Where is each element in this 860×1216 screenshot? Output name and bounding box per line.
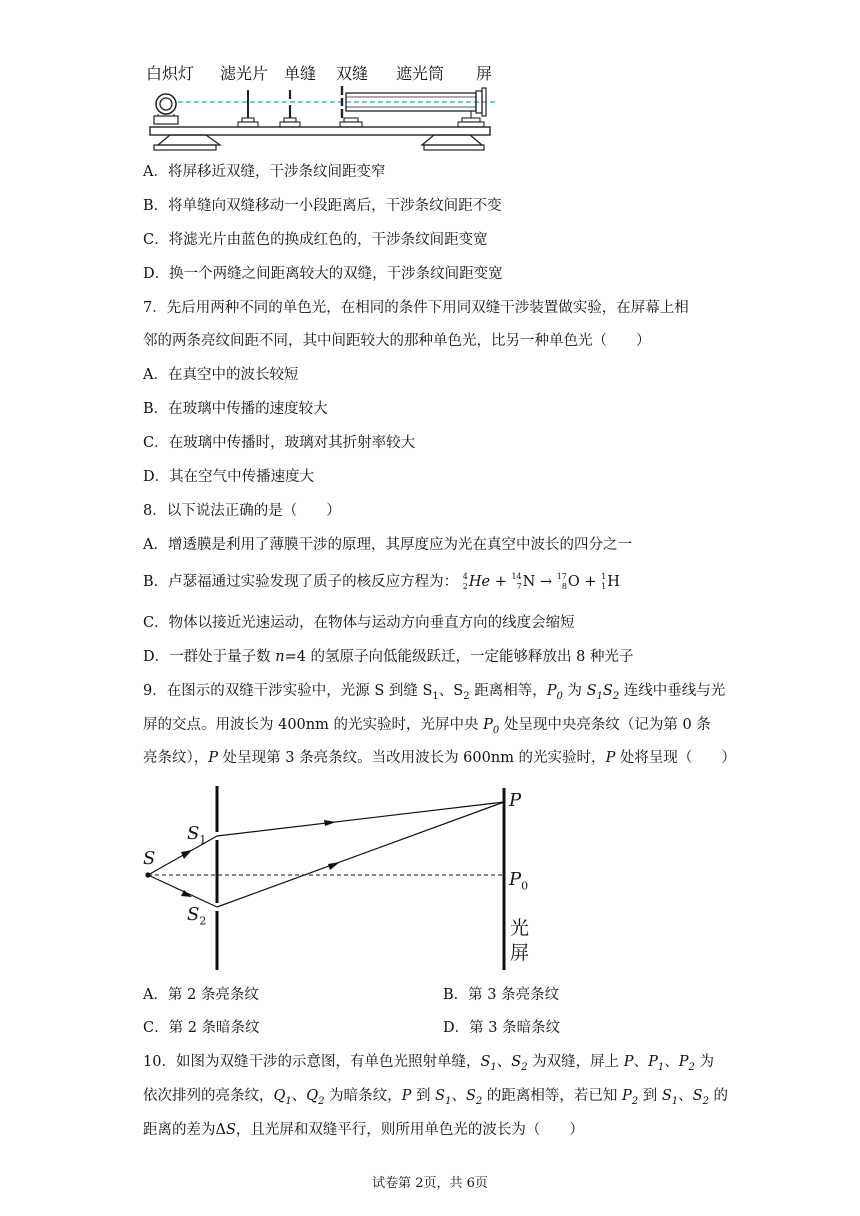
q10-l1-a: 10．如图为双缝干涉的示意图，有单色光照射单缝， — [143, 1054, 481, 1070]
q8-d-post: =4 的氢原子向低能级跃迁，一定能够释放出 8 种光子 — [284, 649, 634, 665]
q9-l3-b: 处呈现第 3 条亮条纹。当改用波长为 600nm 的光实验时， — [218, 750, 606, 766]
q9-l1-d: 为 — [562, 683, 587, 699]
q9-l1-p0: P — [546, 683, 557, 699]
q8-stem: 8．以下说法正确的是（ ） — [143, 503, 341, 519]
q9-l1-s1s2-b: S — [602, 683, 613, 699]
plus-1: + — [494, 574, 507, 590]
q10-l2-p: P — [401, 1088, 412, 1104]
q9-l3-c: 处将呈现（ ） — [615, 750, 736, 766]
q9-l3-p2: P — [605, 750, 616, 766]
q10-l2-b: 、 — [291, 1088, 307, 1104]
q10-l2-s1sub: 1 — [445, 1095, 452, 1107]
q10-l2-s1bsub: 1 — [671, 1095, 679, 1107]
q10-stem-line3 — [143, 1120, 584, 1140]
q10-l1-d: 、 — [633, 1054, 649, 1070]
q10-l2-p2: P — [621, 1088, 632, 1104]
q10-l2-q1: Q — [273, 1088, 286, 1104]
label-double-slit: 双缝 — [336, 64, 369, 83]
n-mass: 14 — [511, 572, 522, 581]
q10-l2-s1b: S — [661, 1088, 672, 1104]
q10-l2-q2sub: 2 — [318, 1095, 325, 1107]
q10-l2-e: 、 — [451, 1088, 466, 1104]
q10-l2-s2bsub: 2 — [702, 1095, 709, 1107]
q8-option-b — [143, 572, 620, 592]
label-screen: 屏 — [476, 64, 493, 83]
double-slit-drawing — [140, 780, 540, 975]
q9-stem-line2 — [143, 715, 711, 741]
label-filter: 滤光片 — [220, 64, 269, 83]
label-S1-main: S — [187, 823, 200, 844]
h-z: 1 — [601, 582, 607, 591]
q8-option-a: A．增透膜是利用了薄膜干涉的原理，其厚度应为光在真空中波长的四分之一 — [143, 537, 632, 553]
q9-l1-s1s2-1: 1 — [596, 690, 603, 702]
label-single-slit: 单缝 — [284, 64, 317, 83]
q9-stem-line3 — [143, 748, 736, 768]
q10-l1-e: 、 — [664, 1054, 679, 1070]
q10-l2-f: 的距离相等，若已知 — [482, 1088, 622, 1104]
n-z: 7 — [516, 582, 522, 591]
q10-l3-s: S — [225, 1122, 236, 1138]
q8-option-b-text: B．卢瑟福通过实验发现了质子的核反应方程为： — [143, 574, 459, 590]
q10-l2-p2sub: 2 — [631, 1095, 639, 1107]
q10-l1-f: 为 — [694, 1054, 714, 1070]
q10-l1-s2: S — [511, 1054, 522, 1070]
q10-l1-s1: S — [480, 1054, 491, 1070]
q9-l2-psub: 0 — [492, 724, 500, 736]
q7-option-a: A．在真空中的波长较短 — [143, 367, 299, 383]
label-S2-main: S — [187, 904, 200, 925]
nuclear-equation — [463, 574, 620, 590]
arrow: → — [539, 574, 553, 590]
q10-l3-b: ，且光屏和双缝平行，则所用单色光的波长为（ ） — [235, 1122, 584, 1138]
page-footer: 试卷第 2页，共 6页 — [372, 1176, 488, 1191]
q10-l1-p2sub: 2 — [688, 1061, 695, 1073]
he-z: 2 — [462, 582, 468, 591]
plus-2: + — [584, 574, 597, 590]
q9-l2-p: P — [483, 717, 493, 733]
q9-l1-s1s2: S — [586, 683, 597, 699]
label-screen-2: 屏 — [510, 942, 530, 964]
q10-l1-b: 、 — [496, 1054, 512, 1070]
label-P0 — [509, 869, 528, 893]
label-P: P — [509, 790, 522, 811]
label-screen-1: 光 — [510, 917, 530, 939]
label-S2 — [187, 904, 206, 928]
q10-l2-d: 到 — [411, 1088, 436, 1104]
q10-l2-s2b: S — [692, 1088, 703, 1104]
q8-d-pre: D．一群处于量子数 — [143, 649, 276, 665]
q9-l1-p0sub: 0 — [556, 690, 563, 702]
q9-l1-c: 距离相等， — [469, 683, 547, 699]
q10-l2-i: 的 — [708, 1088, 729, 1104]
q10-l1-p: P — [623, 1054, 634, 1070]
q9-option-a: A．第 2 条亮条纹 — [143, 987, 259, 1003]
q7-stem-line1: 7．先后用两种不同的单色光，在相同的条件下用同双缝干涉装置做实验，在屏幕上相 — [143, 300, 689, 316]
q9-l3-a: 亮条纹）， — [143, 750, 209, 766]
q9-option-d: D．第 3 条暗条纹 — [443, 1020, 561, 1036]
label-lamp: 白炽灯 — [146, 64, 195, 83]
q10-l2-c: 为暗条纹， — [324, 1088, 402, 1104]
q9-l1-s1s2-2: 2 — [612, 690, 620, 702]
q10-l1-p1sub: 1 — [657, 1061, 665, 1073]
q9-l1-e: 连线中垂线与光 — [619, 683, 726, 699]
q9-l1-a: 9．在图示的双缝干涉实验中，光源 S 到缝 S — [143, 683, 433, 699]
label-tube: 遮光筒 — [396, 64, 445, 83]
label-P0-sub: 0 — [521, 879, 529, 893]
h-mass: 1 — [601, 572, 607, 581]
o-z: 8 — [561, 582, 567, 591]
q10-l2-g: 到 — [638, 1088, 662, 1104]
q10-l1-c: 为双缝，屏上 — [527, 1054, 624, 1070]
he-symbol: He — [468, 574, 491, 590]
q10-l2-q1sub: 1 — [285, 1095, 292, 1107]
q10-stem-line1 — [143, 1052, 714, 1078]
q9-l1-s1: 1 — [432, 690, 439, 702]
q6-option-d: D．换一个两缝之间距离较大的双缝，干涉条纹间距变宽 — [143, 266, 503, 282]
q9-l1-b: 、S — [438, 683, 464, 699]
n-symbol: N — [522, 574, 536, 590]
q6-option-a: A．将屏移近双缝，干涉条纹间距变窄 — [143, 164, 386, 180]
label-S2-sub: 2 — [199, 914, 207, 928]
he-mass: 4 — [462, 572, 468, 581]
q10-l2-q2: Q — [306, 1088, 319, 1104]
q9-l2-b: 处呈现中央亮条纹（记为第 0 条 — [499, 717, 711, 733]
q7-option-c: C．在玻璃中传播时，玻璃对其折射率较大 — [143, 435, 416, 451]
q7-option-b: B．在玻璃中传播的速度较大 — [143, 401, 328, 417]
q10-l1-s2sub: 2 — [521, 1061, 528, 1073]
q9-option-b: B．第 3 条亮条纹 — [443, 987, 560, 1003]
q7-option-d: D．其在空气中传播速度大 — [143, 469, 315, 485]
q9-l3-p: P — [208, 750, 219, 766]
q6-option-c: C．将滤光片由蓝色的换成红色的，干涉条纹间距变宽 — [143, 232, 488, 248]
label-S: S — [143, 848, 156, 869]
q9-stem-line1 — [143, 681, 725, 707]
q10-l3-a: 距离的差为Δ — [143, 1122, 226, 1138]
q8-option-c: C．物体以接近光速运动，在物体与运动方向垂直方向的线度会缩短 — [143, 615, 575, 631]
q6-option-b: B．将单缝向双缝移动一小段距离后，干涉条纹间距不变 — [143, 198, 502, 214]
label-P0-main: P — [509, 869, 522, 890]
q10-l2-h: 、 — [678, 1088, 693, 1104]
q9-l1-s2: 2 — [463, 690, 470, 702]
q10-l1-p2: P — [678, 1054, 689, 1070]
q9-option-c: C．第 2 条暗条纹 — [143, 1020, 260, 1036]
apparatus-drawing — [140, 82, 510, 154]
q10-stem-line2 — [143, 1086, 728, 1112]
o-mass: 17 — [556, 572, 567, 581]
q10-l2-s2: S — [465, 1088, 476, 1104]
q7-stem-line2: 邻的两条亮纹间距不同，其中间距较大的那种单色光，比另一种单色光（ ） — [143, 333, 651, 349]
label-S1 — [187, 823, 206, 847]
q10-l2-s2sub: 2 — [475, 1095, 483, 1107]
q8-d-n: n — [275, 649, 285, 665]
q8-option-d — [143, 647, 634, 667]
q10-l1-p1: P — [648, 1054, 658, 1070]
q10-l2-a: 依次排列的亮条纹， — [143, 1088, 274, 1104]
q9-l2-a: 屏的交点。用波长为 400nm 的光实验时，光屏中央 — [143, 717, 484, 733]
label-S1-sub: 1 — [199, 833, 207, 847]
h-symbol: H — [607, 574, 620, 590]
q10-l2-s1: S — [435, 1088, 446, 1104]
o-symbol: O — [567, 574, 580, 590]
q10-l1-s1sub: 1 — [490, 1061, 497, 1073]
